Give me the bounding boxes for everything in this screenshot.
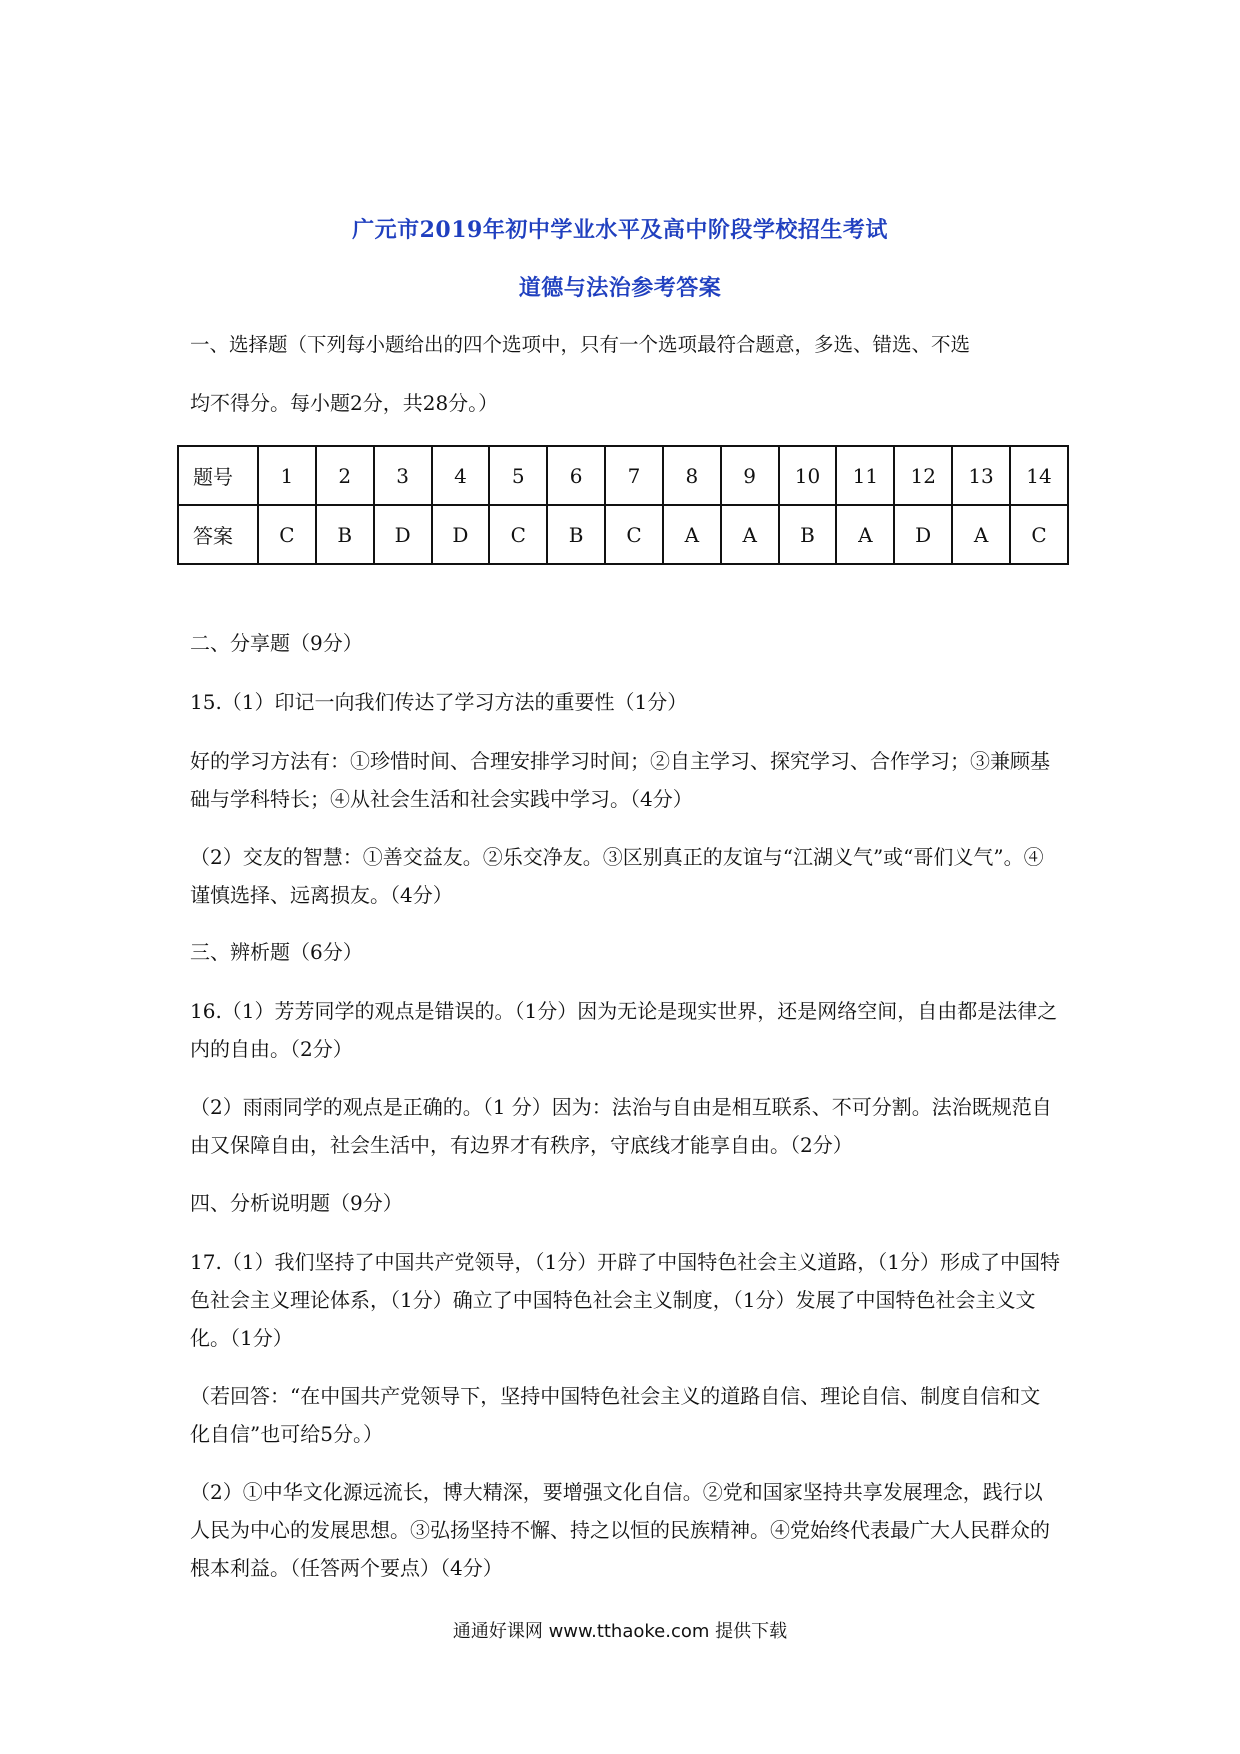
answer-cell: A [836,505,894,564]
table-row-label: 答案 [178,505,258,564]
answer-15-1: 15.（1）印记一向我们传达了学习方法的重要性（1分） [190,690,688,714]
answer-cell: A [952,505,1010,564]
section1-heading-line2: 均不得分。每小题2分，共28分。） [190,391,499,415]
question-number: 3 [374,446,432,505]
answer-cell: A [721,505,779,564]
section1-heading-line1: 一、选择题（下列每小题给出的四个选项中，只有一个选项最符合题意，多选、错选、不选 [190,333,971,356]
answer-17-note: （若回答：“在中国共产党领导下，坚持中国特色社会主义的道路自信、理论自信、制度自信和文化自信”也可给5分。） [190,1384,1041,1446]
answer-cell: C [489,505,547,564]
question-number: 12 [894,446,952,505]
answer-table [177,445,1069,565]
answer-cell: B [316,505,374,564]
question-number: 14 [1010,446,1068,505]
answer-cell: B [779,505,837,564]
table-row-answers [178,505,1068,564]
question-number: 5 [489,446,547,505]
answer-cell: B [547,505,605,564]
question-number: 7 [605,446,663,505]
question-number: 4 [432,446,490,505]
answer-cell: C [258,505,316,564]
answer-cell: D [374,505,432,564]
question-number: 10 [779,446,837,505]
answer-17-1: 17.（1）我们坚持了中国共产党领导，（1分）开辟了中国特色社会主义道路，（1分）形成了中国特色社会主义理论体系，（1分）确立了中国特色社会主义制度，（1分）发展了中国特色社会主义文化。（1分） [190,1250,1060,1350]
section2-heading: 二、分享题（9分） [190,631,363,655]
answer-17-2: （2）①中华文化源远流长，博大精深，要增强文化自信。②党和国家坚持共享发展理念，践行以人民为中心的发展思想。③弘扬坚持不懈、持之以恒的民族精神。④党始终代表最广大人民群众的根本利益。（任答两个要点）（4分） [190,1480,1050,1580]
section4-heading: 四、分析说明题（9分） [190,1191,403,1215]
answer-cell: C [1010,505,1068,564]
page-footer: 通通好课网 www.tthaoke.com 提供下载 [452,1621,788,1642]
question-number: 2 [316,446,374,505]
question-number: 9 [721,446,779,505]
answer-cell: D [432,505,490,564]
answer-15-1-detail: 好的学习方法有：①珍惜时间、合理安排学习时间；②自主学习、探究学习、合作学习；③兼顾基础与学科特长；④从社会生活和社会实践中学习。（4分） [190,749,1050,811]
question-number: 1 [258,446,316,505]
question-number: 6 [547,446,605,505]
section3-heading: 三、辨析题（6分） [190,940,363,964]
answer-16-1: 16.（1）芳芳同学的观点是错误的。（1分）因为无论是现实世界，还是网络空间，自由都是法律之内的自由。（2分） [190,999,1058,1061]
document-title: 广元市2019年初中学业水平及高中阶段学校招生考试 [352,217,888,243]
section1-heading [190,326,1060,422]
table-row-label: 题号 [178,446,258,505]
question-number: 11 [836,446,894,505]
answer-cell: A [663,505,721,564]
question-number: 8 [663,446,721,505]
question-number: 13 [952,446,1010,505]
answer-cell: D [894,505,952,564]
answer-cell: C [605,505,663,564]
table-row-numbers [178,446,1068,505]
document-subtitle: 道德与法治参考答案 [518,275,722,301]
answer-15-2: （2）交友的智慧：①善交益友。②乐交净友。③区别真正的友谊与“江湖义气”或“哥们义气”。④谨慎选择、远离损友。（4分） [190,845,1044,907]
answer-16-2: （2）雨雨同学的观点是正确的。（1 分）因为：法治与自由是相互联系、不可分割。法治既规范自由又保障自由，社会生活中，有边界才有秩序，守底线才能享自由。（2分） [190,1095,1052,1157]
